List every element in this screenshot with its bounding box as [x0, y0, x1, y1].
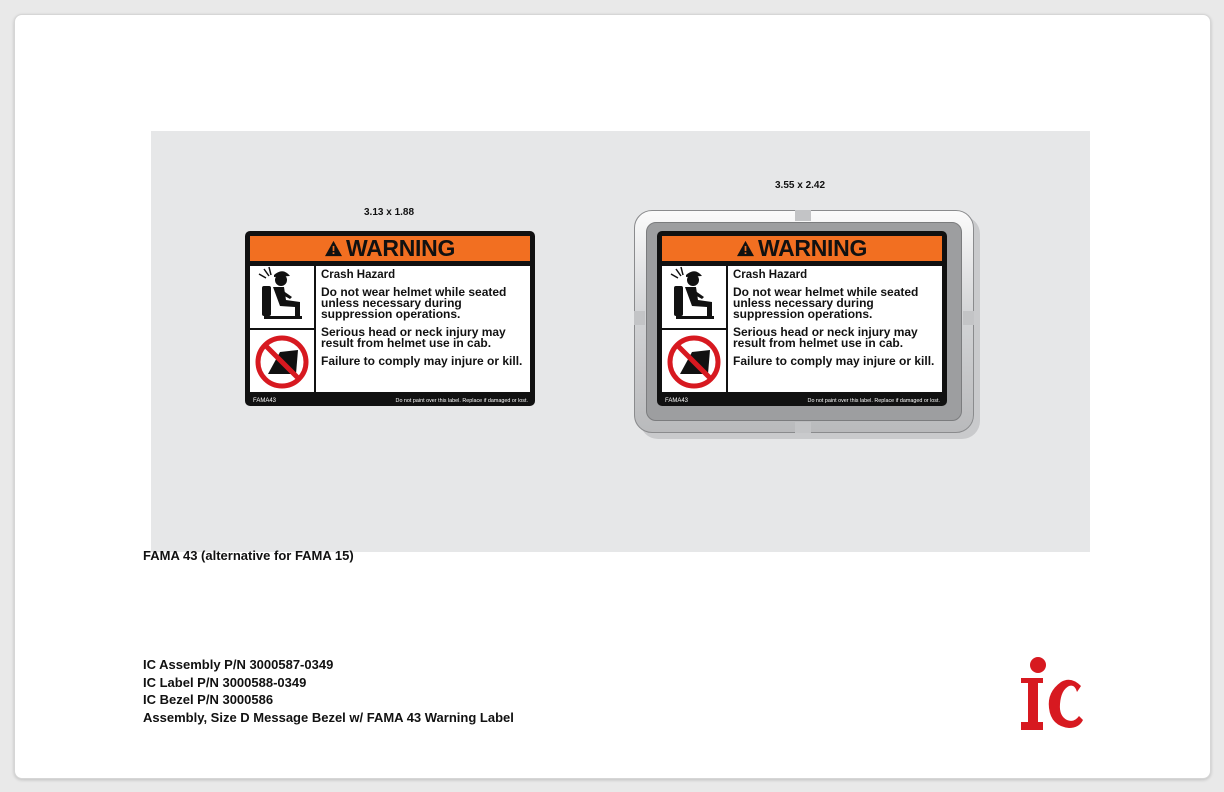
label-code: FAMA43 [665, 398, 689, 404]
hazard-title: Crash Hazard [321, 269, 396, 281]
part-number-block [143, 656, 514, 726]
no-helmet-pictogram [250, 330, 314, 392]
figure-caption: FAMA 43 (alternative for FAMA 15) [143, 548, 354, 563]
no-helmet-pictogram [662, 330, 726, 392]
label-footer-note: Do not paint over this label. Replace if damaged or lost. [395, 398, 528, 404]
message-line-3: Failure to comply may injure or kill. [733, 354, 935, 368]
assembly-part-number: IC Assembly P/N 3000587-0349 [143, 657, 334, 672]
seated-person-helmet-icon [662, 266, 726, 328]
warning-label-in-bezel [657, 231, 947, 406]
message-line-3: Failure to comply may injure or kill. [321, 354, 523, 368]
seated-person-helmet-icon [250, 266, 314, 328]
ic-logo [1019, 656, 1084, 730]
warning-message [728, 266, 942, 392]
label-part-number: IC Label P/N 3000588-0349 [143, 674, 307, 690]
warning-header [250, 236, 530, 261]
assembly-description: Assembly, Size D Message Bezel w/ FAMA 43 Warning Label [143, 709, 514, 725]
bezel-size-text: 3.55 x 2.42 [775, 180, 826, 191]
seated-helmet-pictogram [662, 266, 726, 328]
warning-label-standalone [245, 231, 535, 406]
warning-triangle-icon [325, 240, 342, 257]
label-code: FAMA43 [253, 398, 277, 404]
bezel-notch-bottom [795, 422, 811, 433]
bezel-notch-right [963, 311, 974, 325]
bezel-part-number: IC Bezel P/N 3000586 [143, 692, 274, 707]
message-line-1: Do not wear helmet while seated unless necessary during suppression operations. [733, 285, 919, 321]
no-helmet-prohibition-icon [250, 330, 314, 392]
message-line-2: Serious head or neck injury may result from helmet use in cab. [733, 325, 918, 350]
message-line-2: Serious head or neck injury may result from helmet use in cab. [321, 325, 506, 350]
message-line-1: Do not wear helmet while seated unless necessary during suppression operations. [321, 285, 507, 321]
warning-header-text: WARNING [757, 235, 868, 261]
no-helmet-prohibition-icon [662, 330, 726, 392]
bezel-notch-top [795, 210, 811, 221]
label-size-text: 3.13 x 1.88 [364, 207, 415, 218]
warning-header-text: WARNING [345, 235, 456, 261]
seated-helmet-pictogram [250, 266, 314, 328]
warning-header [662, 236, 942, 261]
warning-triangle-icon [737, 240, 754, 257]
label-footer-note: Do not paint over this label. Replace if damaged or lost. [807, 398, 940, 404]
bezel-notch-left [634, 311, 645, 325]
hazard-title: Crash Hazard [733, 269, 808, 281]
warning-message [316, 266, 530, 392]
